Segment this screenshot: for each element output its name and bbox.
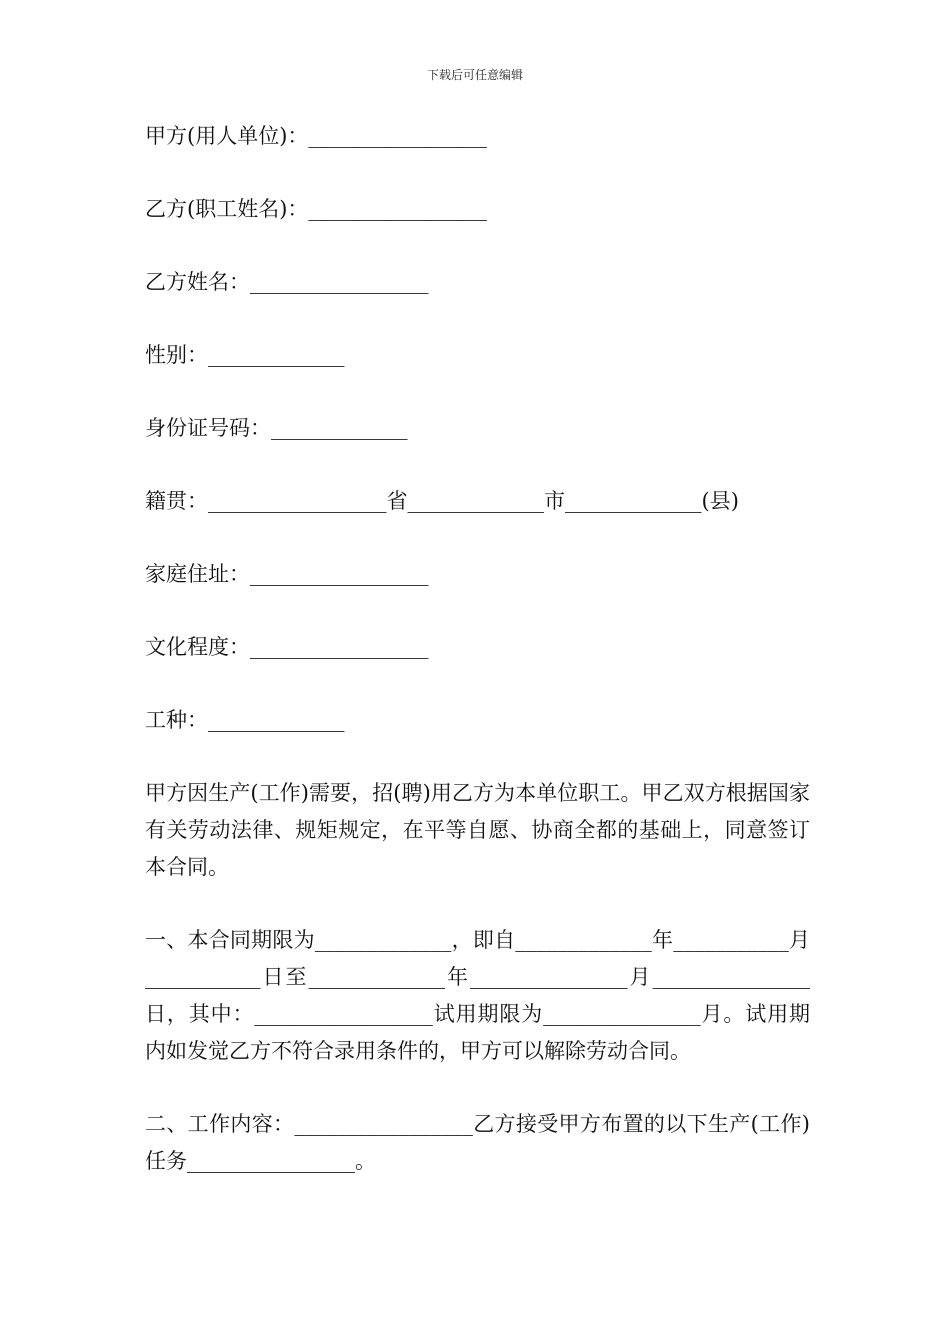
gender-field: 性别：_____________: [145, 343, 345, 367]
employer-field: 甲方(用人单位)：_________________: [145, 124, 487, 148]
native-place-field: 籍贯：_________________省_____________市_____________(县): [145, 489, 739, 513]
clause-1-term: 一、本合同期限为_____________，即自_____________年___________月___________日至_____________年_______________月_______________日，其中：_________________试用期限为_______________月。试用期内如发觉乙方不符合录用条件的，甲方可以解除劳动合同。: [145, 928, 810, 1063]
job-type-field: 工种：_____________: [145, 708, 345, 732]
home-address-field: 家庭住址：_________________: [145, 562, 429, 586]
party-b-name-field: 乙方姓名：_________________: [145, 270, 429, 294]
clause-2-work-content: 二、工作内容：_________________乙方接受甲方布置的以下生产(工作)任务________________。: [145, 1112, 810, 1173]
employee-name-field: 乙方(职工姓名)：_________________: [145, 197, 487, 221]
page-header: 下载后可任意编辑: [426, 68, 523, 82]
id-number-field: 身份证号码：_____________: [145, 416, 408, 440]
contract-body: [145, 118, 810, 1216]
intro-paragraph: 甲方因生产(工作)需要，招(聘)用乙方为本单位职工。甲乙双方根据国家有关劳动法律、规矩规定，在平等自愿、协商全都的基础上，同意签订本合同。: [145, 781, 810, 879]
education-field: 文化程度：_________________: [145, 635, 429, 659]
